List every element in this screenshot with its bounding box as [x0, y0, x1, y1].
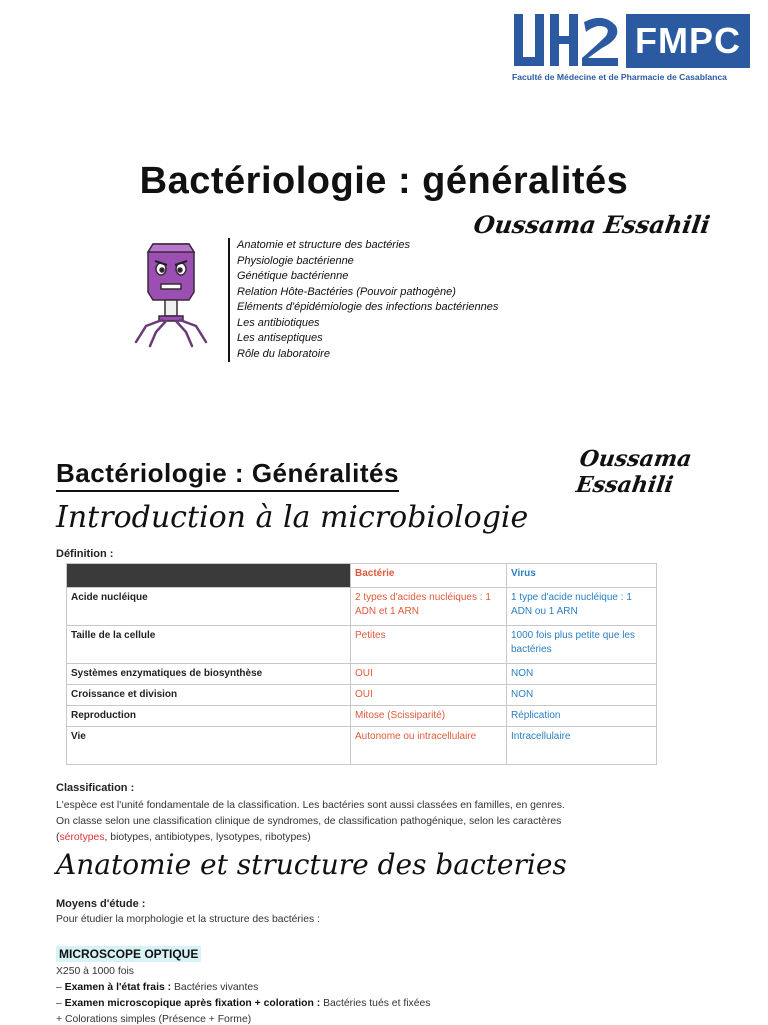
table-header-empty [67, 564, 351, 588]
toc-item: Génétique bactérienne [237, 270, 349, 282]
intro-heading: Introduction à la microbiologie [56, 500, 529, 535]
virus-cell: NON [507, 664, 657, 685]
classification-line-rest: , biotypes, antibiotypes, lysotypes, ribotypes) [104, 832, 311, 843]
classification-line: On classe selon une classification clinique de syndromes, de classification pathogénique, selon les caractères [56, 816, 562, 827]
examen-etat-text: Bactéries vivantes [174, 982, 259, 993]
dash: – [56, 982, 62, 993]
dash: – [56, 998, 62, 1009]
document-title: Bactériologie : généralités [139, 160, 629, 202]
serotypes-highlight: sérotypes [59, 832, 105, 843]
colorations-line: + Colorations simples (Présence + Forme) [56, 1014, 252, 1025]
row-label: Acide nucléique [67, 588, 351, 626]
row-label: Reproduction [67, 706, 351, 727]
table-row [67, 727, 657, 765]
toc-item: Rôle du laboratoire [237, 347, 330, 360]
faculty-name: Faculté de Médecine et de Pharmacie de Casablanca [512, 72, 727, 82]
uh2c-logo-icon [512, 12, 624, 72]
toc-item: Les antiseptiques [237, 332, 323, 344]
toc-item: Relation Hôte-Bactéries (Pouvoir pathogène) [237, 285, 456, 298]
bacterie-cell: 2 types d'acides nucléiques : 1 ADN et 1 ARN [351, 588, 507, 626]
bacterie-cell: Petites [351, 626, 507, 664]
examen-etat-label: Examen à l'état frais : [64, 982, 172, 993]
moyens-text: Pour étudier la morphologie et la structure des bactéries : [56, 914, 320, 925]
table-row [67, 626, 657, 664]
bacterie-cell: OUI [351, 685, 507, 706]
table-row [67, 706, 657, 727]
classification-paragraph [56, 798, 696, 846]
bacterie-cell: Mitose (Scissiparité) [351, 706, 507, 727]
toc-item: Les antibiotiques [237, 316, 320, 329]
classification-line: L'espèce est l'unité fondamentale de la classification. Les bactéries sont aussi classées en familles, en genres. [56, 800, 565, 811]
virus-cell: 1000 fois plus petite que les bactéries [507, 626, 657, 664]
table-header-virus: Virus [507, 564, 657, 588]
row-label: Systèmes enzymatiques de biosynthèse [67, 664, 351, 685]
fmpc-logo [510, 12, 752, 88]
microscope-heading: MICROSCOPE OPTIQUE [56, 946, 201, 962]
virus-cell: NON [507, 685, 657, 706]
table-header-row [67, 564, 657, 588]
examen-fix-label: Examen microscopique après fixation + coloration : [64, 998, 321, 1009]
examen-fixation-line [56, 998, 431, 1009]
magnification-line: X250 à 1000 fois [56, 966, 134, 977]
examen-fix-text: Bactéries tués et fixées [323, 998, 431, 1009]
table-row [67, 685, 657, 706]
virus-cell: Réplication [507, 706, 657, 727]
classification-label: Classification : [56, 782, 135, 794]
table-header-bacterie: Bactérie [351, 564, 507, 588]
bacteriophage-mascot-icon [128, 236, 214, 348]
row-label: Taille de la cellule [67, 626, 351, 664]
paren-open: ( [56, 832, 60, 843]
moyens-label: Moyens d'étude : [56, 898, 146, 910]
table-row [67, 588, 657, 626]
fmpc-brand-box: FMPC [626, 14, 750, 68]
row-label: Croissance et division [67, 685, 351, 706]
toc-item: Physiologie bactérienne [237, 254, 354, 267]
virus-cell: Intracellulaire [507, 727, 657, 765]
table-of-contents [228, 238, 537, 362]
bacteria-virus-table [66, 563, 657, 765]
author-signature: Oussama Essahili [471, 210, 712, 239]
bacterie-cell: OUI [351, 664, 507, 685]
definition-label: Définition : [56, 548, 114, 560]
section-heading: Bactériologie : Généralités [56, 458, 399, 492]
anatomy-heading: Anatomie et structure des bacteries [56, 848, 567, 881]
row-label: Vie [67, 727, 351, 765]
examen-etat-line [56, 982, 258, 993]
virus-cell: 1 type d'acide nucléique : 1 ADN ou 1 ARN [507, 588, 657, 626]
toc-item: Anatomie et structure des bactéries [237, 239, 411, 251]
section-author-signature: Oussama Essahili [574, 446, 694, 498]
bacterie-cell: Autonome ou intracellulaire [351, 727, 507, 765]
table-row [67, 664, 657, 685]
toc-item: Eléments d'épidémiologie des infections bactériennes [237, 301, 499, 313]
